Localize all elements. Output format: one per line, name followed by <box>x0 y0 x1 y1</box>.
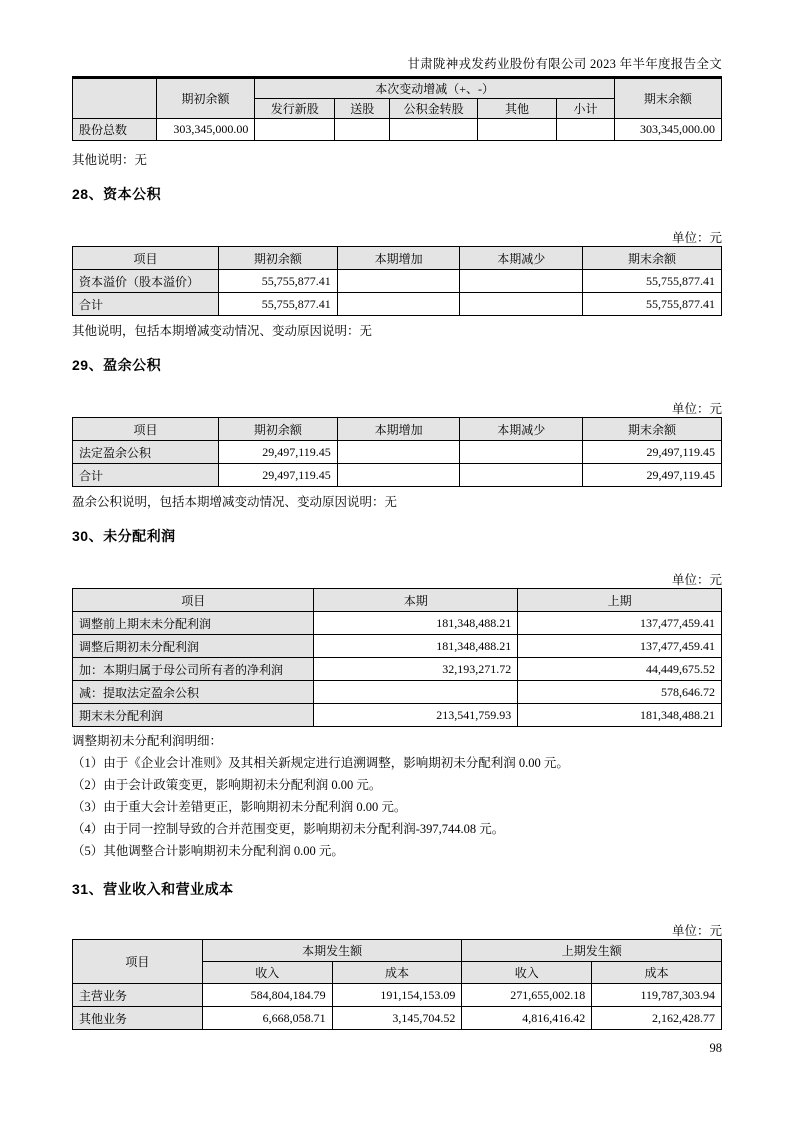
col-increase: 本期增加 <box>337 247 460 270</box>
row-label: 减：提取法定盈余公积 <box>73 681 314 704</box>
corner-cell <box>73 79 157 119</box>
table-row-total <box>73 293 722 316</box>
table-row <box>73 441 722 464</box>
cell: 3,145,704.52 <box>332 1007 462 1030</box>
cell: 271,655,002.18 <box>462 984 592 1007</box>
col-cost-prior: 成本 <box>592 962 722 984</box>
surplus-reserve-table <box>72 417 722 487</box>
cell: 29,497,119.45 <box>219 441 338 464</box>
table-header-row <box>73 418 722 441</box>
cell: 191,154,153.09 <box>332 984 462 1007</box>
adjustment-item-2: （2）由于会计政策变更，影响期初未分配利润 0.00 元。 <box>72 778 382 792</box>
col-bonus-shares: 送股 <box>335 99 390 119</box>
adjustment-detail-title: 调整期初未分配利润明细： <box>72 734 223 748</box>
table-row <box>73 612 722 635</box>
col-prior-period: 上期 <box>518 589 722 612</box>
col-group-prior: 上期发生额 <box>462 940 722 962</box>
col-item: 项目 <box>73 247 219 270</box>
share-capital-table <box>72 78 722 141</box>
cell: 55,755,877.41 <box>219 293 338 316</box>
col-beginning-balance: 期初余额 <box>219 418 338 441</box>
col-item: 项目 <box>73 418 219 441</box>
table-row <box>73 984 722 1007</box>
section-29-title: 29、盈余公积 <box>72 357 162 373</box>
row-label: 股份总数 <box>73 119 157 141</box>
cell: 578,646.72 <box>518 681 722 704</box>
row-label: 法定盈余公积 <box>73 441 219 464</box>
cell: 2,162,428.77 <box>592 1007 722 1030</box>
page-content <box>72 0 722 1030</box>
col-ending-balance: 期末余额 <box>583 247 722 270</box>
cell: 55,755,877.41 <box>583 270 722 293</box>
col-ending-balance: 期末余额 <box>583 418 722 441</box>
table-header-row <box>73 247 722 270</box>
share-table-header-row-1 <box>73 79 722 99</box>
col-current-period: 本期 <box>314 589 518 612</box>
cell: 55,755,877.41 <box>583 293 722 316</box>
adjustment-item-1: （1）由于《企业会计准则》及其相关新规定进行追溯调整，影响期初未分配利润 0.00 元。 <box>72 756 569 770</box>
section-31-title: 31、营业收入和营业成本 <box>72 881 234 897</box>
cell-ending: 303,345,000.00 <box>614 119 721 141</box>
col-ending-balance: 期末余额 <box>614 79 721 119</box>
cell: 29,497,119.45 <box>583 441 722 464</box>
table-header-row <box>73 589 722 612</box>
unit-label: 单位：元 <box>671 573 722 587</box>
table-row <box>73 1007 722 1030</box>
cell: 119,787,303.94 <box>592 984 722 1007</box>
cell: 4,816,416.42 <box>462 1007 592 1030</box>
cell: 213,541,759.93 <box>314 704 518 727</box>
row-label: 调整后期初未分配利润 <box>73 635 314 658</box>
col-group-current: 本期发生额 <box>202 940 462 962</box>
table-row <box>73 704 722 727</box>
cell-beginning: 303,345,000.00 <box>156 119 255 141</box>
section-28-note: 其他说明，包括本期增减变动情况、变动原因说明：无 <box>72 324 373 338</box>
col-subtotal: 小计 <box>557 99 615 119</box>
col-decrease: 本期减少 <box>460 247 583 270</box>
empty-cell <box>337 464 460 487</box>
cell: 55,755,877.41 <box>219 270 338 293</box>
col-decrease: 本期减少 <box>460 418 583 441</box>
undistributed-profit-table <box>72 588 722 727</box>
capital-reserve-table <box>72 246 722 316</box>
share-table-note: 其他说明：无 <box>72 153 148 167</box>
empty-cell <box>337 270 460 293</box>
col-beginning-balance: 期初余额 <box>219 247 338 270</box>
empty-cell <box>557 119 615 141</box>
empty-cell <box>460 270 583 293</box>
table-row-total <box>73 464 722 487</box>
cell: 44,449,675.52 <box>518 658 722 681</box>
document-header-title: 甘肃陇神戎发药业股份有限公司 2023 年半年度报告全文 <box>407 57 722 71</box>
col-income-current: 收入 <box>202 962 332 984</box>
table-row <box>73 635 722 658</box>
row-label: 资本溢价（股本溢价） <box>73 270 219 293</box>
row-label: 其他业务 <box>73 1007 203 1030</box>
cell: 181,348,488.21 <box>314 635 518 658</box>
revenue-cost-table <box>72 939 722 1030</box>
row-label: 主营业务 <box>73 984 203 1007</box>
cell: 137,477,459.41 <box>518 612 722 635</box>
row-label: 合计 <box>73 293 219 316</box>
cell: 584,804,184.79 <box>202 984 332 1007</box>
cell: 181,348,488.21 <box>314 612 518 635</box>
col-beginning-balance: 期初余额 <box>156 79 255 119</box>
empty-cell <box>337 293 460 316</box>
adjustment-item-5: （5）其他调整合计影响期初未分配利润 0.00 元。 <box>72 844 344 858</box>
section-30-title: 30、未分配利润 <box>72 528 176 544</box>
col-increase: 本期增加 <box>337 418 460 441</box>
col-other: 其他 <box>477 99 556 119</box>
unit-label: 单位：元 <box>671 924 722 938</box>
empty-cell <box>335 119 390 141</box>
empty-cell <box>390 119 478 141</box>
row-label: 加：本期归属于母公司所有者的净利润 <box>73 658 314 681</box>
cell: 32,193,271.72 <box>314 658 518 681</box>
empty-cell <box>255 119 335 141</box>
empty-cell <box>460 293 583 316</box>
row-label: 期末未分配利润 <box>73 704 314 727</box>
table-row <box>73 681 722 704</box>
section-28-title: 28、资本公积 <box>72 186 162 202</box>
col-cost-current: 成本 <box>332 962 462 984</box>
col-new-shares: 发行新股 <box>255 99 335 119</box>
adjustment-item-3: （3）由于重大会计差错更正，影响期初未分配利润 0.00 元。 <box>72 800 407 814</box>
adjustment-item-4: （4）由于同一控制导致的合并范围变更，影响期初未分配利润-397,744.08 元。 <box>72 822 505 836</box>
table-header-row-1 <box>73 940 722 962</box>
row-label: 合计 <box>73 464 219 487</box>
table-row <box>73 270 722 293</box>
empty-cell <box>314 681 518 704</box>
unit-label: 单位：元 <box>671 231 722 245</box>
unit-label: 单位：元 <box>671 402 722 416</box>
table-row <box>73 658 722 681</box>
cell: 6,668,058.71 <box>202 1007 332 1030</box>
cell: 29,497,119.45 <box>219 464 338 487</box>
cell: 29,497,119.45 <box>583 464 722 487</box>
col-reserve-to-shares: 公积金转股 <box>390 99 478 119</box>
section-29-note: 盈余公积说明，包括本期增减变动情况、变动原因说明：无 <box>72 495 398 509</box>
cell: 137,477,459.41 <box>518 635 722 658</box>
col-income-prior: 收入 <box>462 962 592 984</box>
empty-cell <box>460 441 583 464</box>
cell: 181,348,488.21 <box>518 704 722 727</box>
col-item: 项目 <box>73 589 314 612</box>
col-item: 项目 <box>73 940 203 984</box>
empty-cell <box>337 441 460 464</box>
row-label: 调整前上期末未分配利润 <box>73 612 314 635</box>
empty-cell <box>477 119 556 141</box>
col-group-change: 本次变动增减（+、-） <box>255 79 615 99</box>
page-number: 98 <box>709 1041 722 1055</box>
empty-cell <box>460 464 583 487</box>
table-row <box>73 119 722 141</box>
